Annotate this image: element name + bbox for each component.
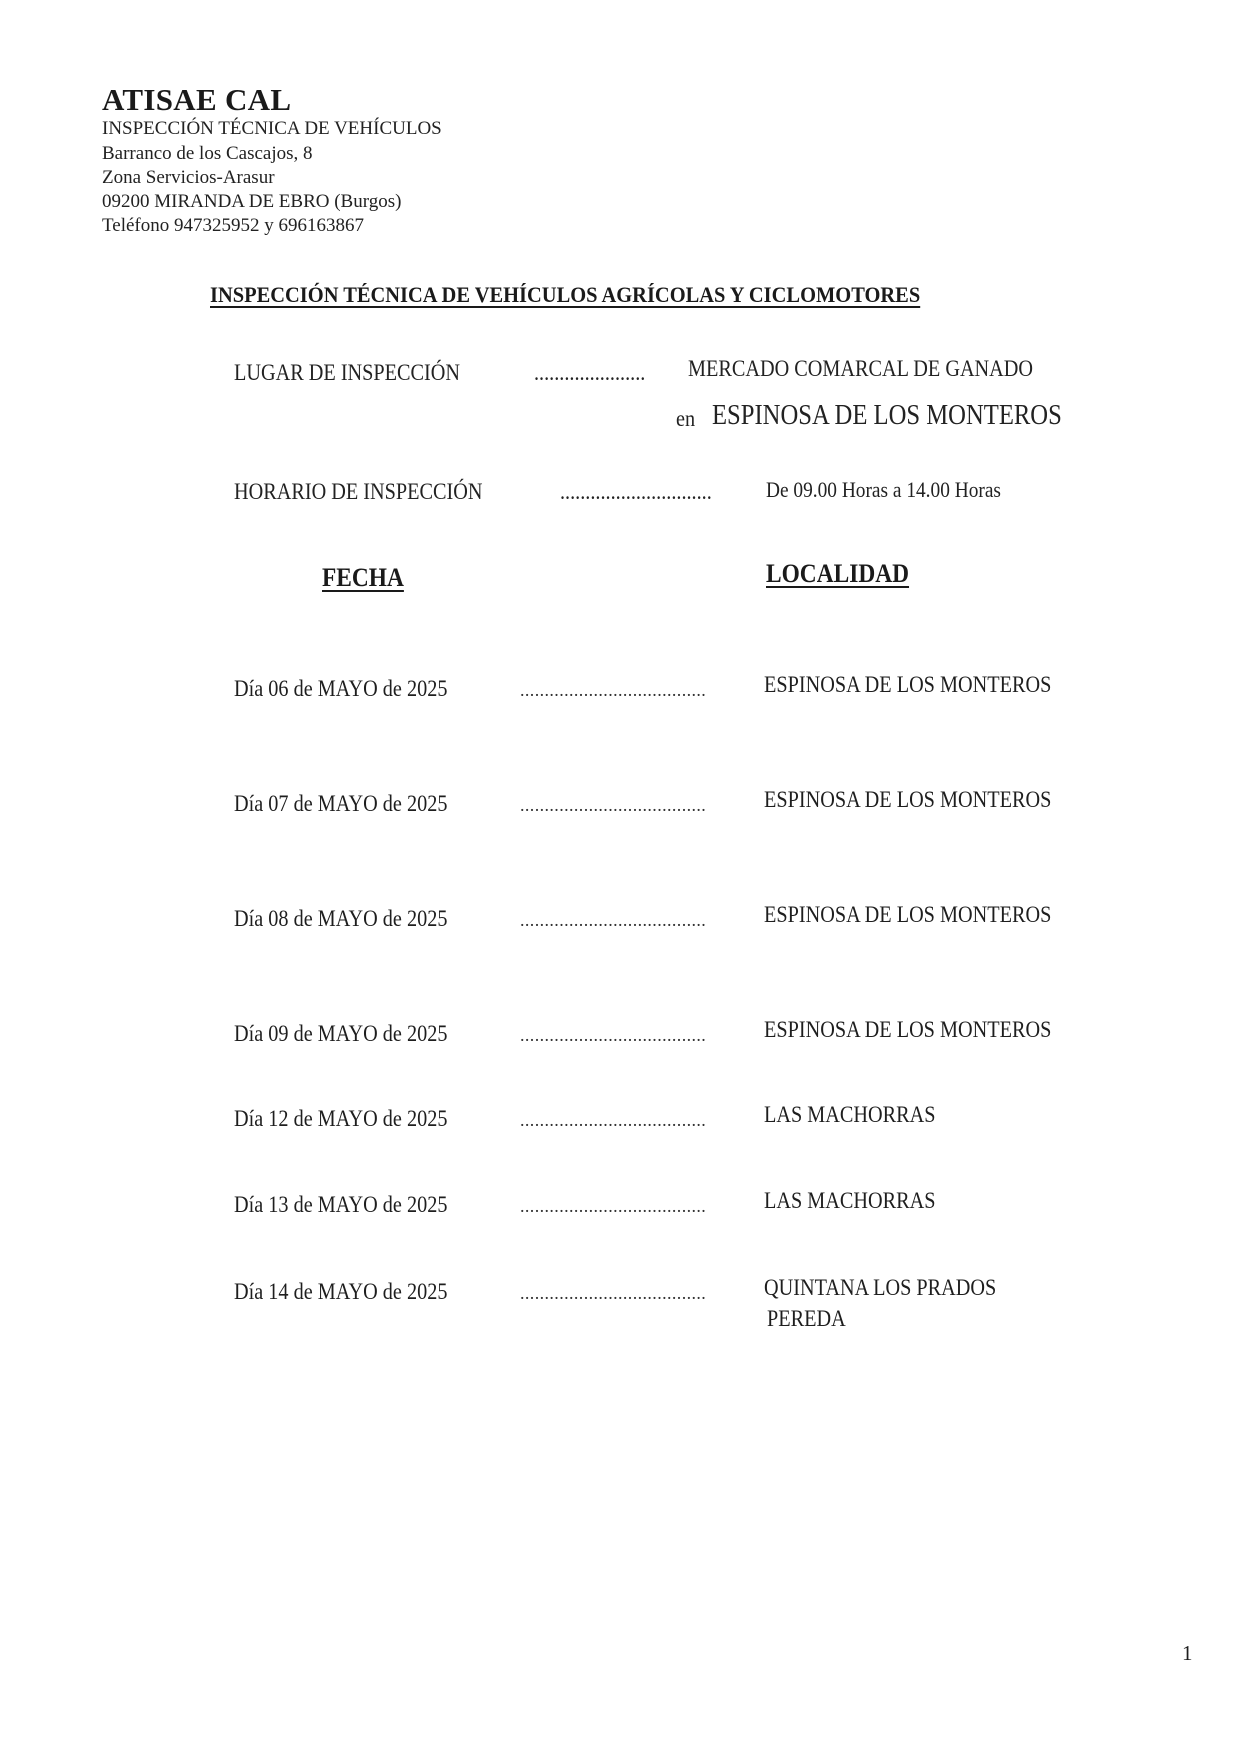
schedule-place: ESPINOSA DE LOS MONTEROS — [764, 902, 1052, 927]
schedule-place: LAS MACHORRAS — [764, 1188, 936, 1213]
lugar-value: MERCADO COMARCAL DE GANADO — [688, 356, 1034, 381]
schedule-date: Día 08 de MAYO de 2025 — [234, 906, 448, 931]
schedule-leader-dots: ...................................... — [520, 1110, 707, 1130]
page-number: 1 — [1182, 1641, 1193, 1665]
schedule-leader-dots: ...................................... — [520, 910, 707, 930]
schedule-place: QUINTANA LOS PRADOS — [764, 1275, 997, 1300]
column-heading-localidad: LOCALIDAD — [766, 559, 910, 588]
company-name: ATISAE CAL — [102, 82, 292, 117]
column-heading-fecha: FECHA — [322, 563, 404, 592]
lugar-label: LUGAR DE INSPECCIÓN — [234, 360, 461, 385]
horario-leader-dots: .............................. — [560, 479, 712, 504]
schedule-date: Día 07 de MAYO de 2025 — [234, 791, 448, 816]
horario-value: De 09.00 Horas a 14.00 Horas — [766, 477, 1001, 502]
schedule-date: Día 12 de MAYO de 2025 — [234, 1106, 448, 1131]
address-line-3: 09200 MIRANDA DE EBRO (Burgos) — [102, 191, 402, 212]
schedule-leader-dots: ...................................... — [520, 795, 707, 815]
schedule-date: Día 14 de MAYO de 2025 — [234, 1279, 448, 1304]
document-title: INSPECCIÓN TÉCNICA DE VEHÍCULOS AGRÍCOLAS Y CICLOMOTORES — [210, 282, 921, 307]
address-line-1: Barranco de los Cascajos, 8 — [102, 143, 313, 164]
schedule-leader-dots: ...................................... — [520, 1025, 707, 1045]
schedule-date: Día 06 de MAYO de 2025 — [234, 676, 448, 701]
schedule-place: ESPINOSA DE LOS MONTEROS — [764, 787, 1052, 812]
lugar-en: en — [676, 406, 696, 431]
schedule-date: Día 13 de MAYO de 2025 — [234, 1192, 448, 1217]
schedule-date: Día 09 de MAYO de 2025 — [234, 1021, 448, 1046]
address-line-2: Zona Servicios-Arasur — [102, 167, 275, 188]
schedule-leader-dots: ...................................... — [520, 1196, 707, 1216]
schedule-place: ESPINOSA DE LOS MONTEROS — [764, 1017, 1052, 1042]
schedule-leader-dots: ...................................... — [520, 680, 707, 700]
phone-line: Teléfono 947325952 y 696163867 — [102, 215, 365, 236]
schedule-place: LAS MACHORRAS — [764, 1102, 936, 1127]
schedule-place-line-2: PEREDA — [767, 1306, 846, 1331]
company-subtitle: INSPECCIÓN TÉCNICA DE VEHÍCULOS — [102, 118, 442, 139]
lugar-city: ESPINOSA DE LOS MONTEROS — [712, 400, 1062, 431]
schedule-leader-dots: ...................................... — [520, 1283, 707, 1303]
horario-label: HORARIO DE INSPECCIÓN — [234, 479, 483, 504]
schedule-place: ESPINOSA DE LOS MONTEROS — [764, 672, 1052, 697]
lugar-leader-dots: ...................... — [534, 360, 646, 385]
